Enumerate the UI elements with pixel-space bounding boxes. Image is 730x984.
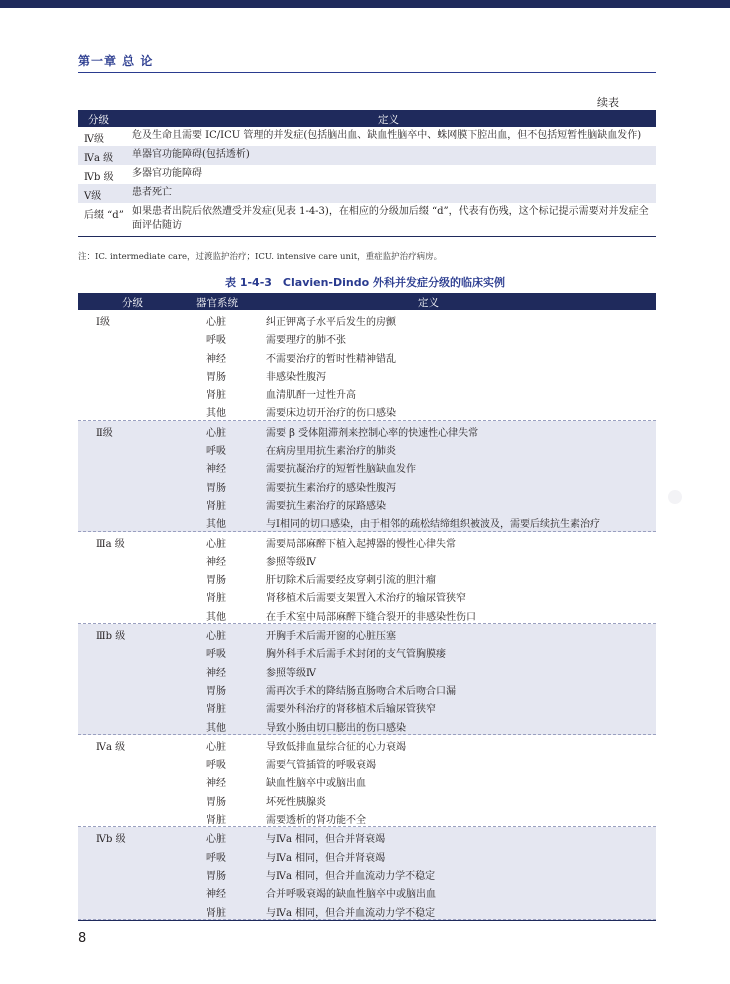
- table-row: [78, 568, 656, 586]
- organ-cell: 肾脏: [206, 593, 226, 605]
- table-row: [78, 864, 656, 882]
- organ-cell: 心脏: [206, 741, 226, 753]
- table-row: [78, 347, 656, 365]
- definition-cell: 导致低排血量综合征的心力衰竭: [266, 741, 406, 753]
- organ-cell: 呼吸: [206, 649, 226, 661]
- definition-cell: 单器官功能障碍(包括透析): [132, 149, 250, 160]
- definition-cell: 与Ⅳa 相同，但合并肾衰竭: [266, 834, 386, 846]
- definition-cell: 血清肌酐一过性升高: [266, 390, 356, 402]
- organ-cell: 胃肠: [206, 371, 226, 383]
- grade-cell: Ⅳb 级: [84, 172, 114, 183]
- organ-cell: 胃肠: [206, 796, 226, 808]
- table-row: [78, 421, 656, 439]
- table-row: [78, 679, 656, 697]
- table-row: [78, 383, 656, 401]
- definition-cell: 与Ⅳa 相同，但合并血流动力学不稳定: [266, 870, 436, 882]
- continued-label: 续表: [597, 96, 619, 109]
- organ-cell: 胃肠: [206, 482, 226, 494]
- definition-cell: 如果患者出院后依然遭受并发症(见表 1-4-3)，在相应的分级加后缀 “d”，代表有伤残，这个标记提示需要对并发症全面评估随访: [132, 206, 649, 231]
- definition-cell: 需再次手术的降结肠直肠吻合术后吻合口漏: [266, 685, 456, 697]
- grade-group: [78, 827, 656, 919]
- definition-cell: 在病房里用抗生素治疗的肺炎: [266, 446, 396, 458]
- organ-cell: 神经: [206, 556, 226, 568]
- table-row: [78, 827, 656, 845]
- table-row: [78, 439, 656, 457]
- definition-cell: 多器官功能障碍: [132, 168, 202, 179]
- table-row: [78, 697, 656, 715]
- table-row: [78, 624, 656, 642]
- definition-cell: 与Ⅳa 相同，但合并血流动力学不稳定: [266, 907, 436, 919]
- organ-cell: 其他: [206, 722, 226, 734]
- table-body: [78, 127, 656, 237]
- table-row: [78, 476, 656, 494]
- grade-cell: Ⅳb 级: [96, 834, 126, 846]
- table-row: [78, 203, 656, 237]
- grade-group: [78, 735, 656, 827]
- grade-cell: Ⅱ级: [96, 427, 113, 439]
- organ-cell: 肾脏: [206, 704, 226, 716]
- top-color-strip: [0, 0, 730, 8]
- table-row: [78, 550, 656, 568]
- definition-cell: 纠正钾离子水平后发生的房颤: [266, 317, 396, 328]
- table-title: 表 1-4-3 Clavien-Dindo 外科并发症分级的临床实例: [225, 276, 505, 289]
- definition-cell: 需要气管插管的呼吸衰竭: [266, 760, 376, 772]
- organ-cell: 心脏: [206, 317, 226, 328]
- organ-cell: 呼吸: [206, 852, 226, 864]
- table-row: [78, 661, 656, 679]
- organ-cell: 胃肠: [206, 870, 226, 882]
- table-row: [78, 401, 656, 419]
- organ-cell: 肾脏: [206, 390, 226, 402]
- chapter-title: 第一章 总 论: [78, 54, 154, 68]
- table-row: [78, 494, 656, 512]
- table-note: 注：IC. intermediate care，过渡监护治疗；ICU. intensive care unit，重症监护治疗病房。: [78, 252, 443, 262]
- header-rule: [78, 72, 656, 73]
- definition-cell: 需要局部麻醉下植入起搏器的慢性心律失常: [266, 538, 456, 550]
- page-edge-mark: [668, 490, 682, 504]
- definition-cell: 不需要治疗的暂时性精神错乱: [266, 353, 396, 365]
- definition-cell: 胸外科手术后需手术封闭的支气管胸膜瘘: [266, 649, 446, 661]
- organ-cell: 神经: [206, 353, 226, 365]
- table-header: [78, 293, 656, 310]
- grade-cell: Ⅳa 级: [96, 741, 126, 753]
- table-row: [78, 901, 656, 919]
- organ-cell: 肾脏: [206, 815, 226, 827]
- grade-cell: Ⅲb 级: [96, 631, 126, 643]
- col-def-header: 定义: [378, 114, 399, 126]
- col-organ-header: 器官系统: [196, 297, 238, 309]
- grade-cell: Ⅳa 级: [84, 153, 114, 164]
- organ-cell: 其他: [206, 611, 226, 623]
- organ-cell: 呼吸: [206, 335, 226, 347]
- organ-cell: 胃肠: [206, 685, 226, 697]
- definition-cell: 需要理疗的肺不张: [266, 335, 346, 347]
- definition-cell: 参照等级Ⅳ: [266, 667, 316, 679]
- table-row: [78, 642, 656, 660]
- organ-cell: 神经: [206, 889, 226, 901]
- col-grade-header: 分级: [88, 114, 109, 126]
- table-row: [78, 512, 656, 530]
- grade-group: [78, 310, 656, 421]
- table-row: [78, 771, 656, 789]
- table-row: [78, 735, 656, 753]
- organ-cell: 神经: [206, 778, 226, 790]
- definition-cell: 需要抗生素治疗的感染性腹泻: [266, 482, 396, 494]
- definition-cell: 在手术室中局部麻醉下缝合裂开的非感染性伤口: [266, 611, 476, 623]
- grade-cell: Ⅲa 级: [96, 538, 125, 550]
- organ-cell: 呼吸: [206, 760, 226, 772]
- table-row: [78, 790, 656, 808]
- table-row: [78, 184, 656, 203]
- table-row: [78, 532, 656, 550]
- organ-cell: 胃肠: [206, 575, 226, 587]
- table-row: [78, 753, 656, 771]
- definition-cell: 需要抗凝治疗的短暂性脑缺血发作: [266, 464, 416, 476]
- table-row: [78, 716, 656, 734]
- page-number: 8: [78, 931, 87, 946]
- table-continued: [78, 110, 656, 237]
- table-row: [78, 365, 656, 383]
- definition-cell: 肾移植术后需要支架置入术治疗的输尿管狭窄: [266, 593, 466, 605]
- grade-cell: Ⅰ级: [96, 317, 110, 328]
- definition-cell: 缺血性脑卒中或脑出血: [266, 778, 366, 790]
- definition-cell: 参照等级Ⅳ: [266, 556, 316, 568]
- table-row: [78, 605, 656, 623]
- table-row: [78, 586, 656, 604]
- organ-cell: 其他: [206, 408, 226, 420]
- table-row: [78, 146, 656, 165]
- grade-group: [78, 532, 656, 624]
- table-row: [78, 457, 656, 475]
- organ-cell: 心脏: [206, 538, 226, 550]
- organ-cell: 神经: [206, 667, 226, 679]
- organ-cell: 肾脏: [206, 500, 226, 512]
- definition-cell: 非感染性腹泻: [266, 371, 326, 383]
- table-row: [78, 882, 656, 900]
- complication-examples-table: [78, 293, 656, 921]
- organ-cell: 心脏: [206, 631, 226, 643]
- definition-cell: 需要 β 受体阻滞剂来控制心率的快速性心律失常: [266, 427, 479, 439]
- organ-cell: 呼吸: [206, 446, 226, 458]
- grade-group: [78, 624, 656, 735]
- definition-cell: 导致小肠由切口膨出的伤口感染: [266, 722, 406, 734]
- grade-cell: Ⅴ级: [84, 191, 102, 202]
- definition-cell: 需要透析的肾功能不全: [266, 815, 366, 827]
- col-grade-header: 分级: [122, 297, 143, 309]
- definition-cell: 坏死性胰腺炎: [266, 796, 326, 808]
- grade-cell: Ⅳ级: [84, 134, 104, 145]
- table-row: [78, 328, 656, 346]
- organ-cell: 心脏: [206, 427, 226, 439]
- definition-cell: 合并呼吸衰竭的缺血性脑卒中或脑出血: [266, 889, 436, 901]
- col-def-header: 定义: [418, 297, 439, 309]
- table-row: [78, 165, 656, 184]
- grade-cell: 后缀 “d”: [84, 210, 124, 221]
- definition-cell: 开胸手术后需开窗的心脏压塞: [266, 631, 396, 643]
- organ-cell: 神经: [206, 464, 226, 476]
- definition-cell: 需要外科治疗的肾移植术后输尿管狭窄: [266, 704, 436, 716]
- organ-cell: 其他: [206, 519, 226, 531]
- table-row: [78, 310, 656, 328]
- organ-cell: 心脏: [206, 834, 226, 846]
- table-row: [78, 808, 656, 826]
- table-row: [78, 846, 656, 864]
- definition-cell: 患者死亡: [132, 187, 172, 198]
- definition-cell: 需要床边切开治疗的伤口感染: [266, 408, 396, 420]
- definition-cell: 与Ⅰ相同的切口感染，由于相邻的疏松结缔组织被波及，需要后续抗生素治疗: [266, 519, 600, 531]
- table-row: [78, 127, 656, 146]
- table-body: [78, 310, 656, 921]
- definition-cell: 危及生命且需要 IC/ICU 管理的并发症(包括脑出血、缺血性脑卒中、蛛网膜下腔出血，但不包括短暂性脑缺血发作): [132, 130, 642, 141]
- table-header: [78, 110, 656, 127]
- organ-cell: 肾脏: [206, 907, 226, 919]
- grade-group: [78, 421, 656, 532]
- definition-cell: 与Ⅳa 相同，但合并肾衰竭: [266, 852, 386, 864]
- running-header: [78, 52, 656, 72]
- definition-cell: 需要抗生素治疗的尿路感染: [266, 500, 386, 512]
- definition-cell: 肝切除术后需要经皮穿刺引流的胆汁瘤: [266, 575, 436, 587]
